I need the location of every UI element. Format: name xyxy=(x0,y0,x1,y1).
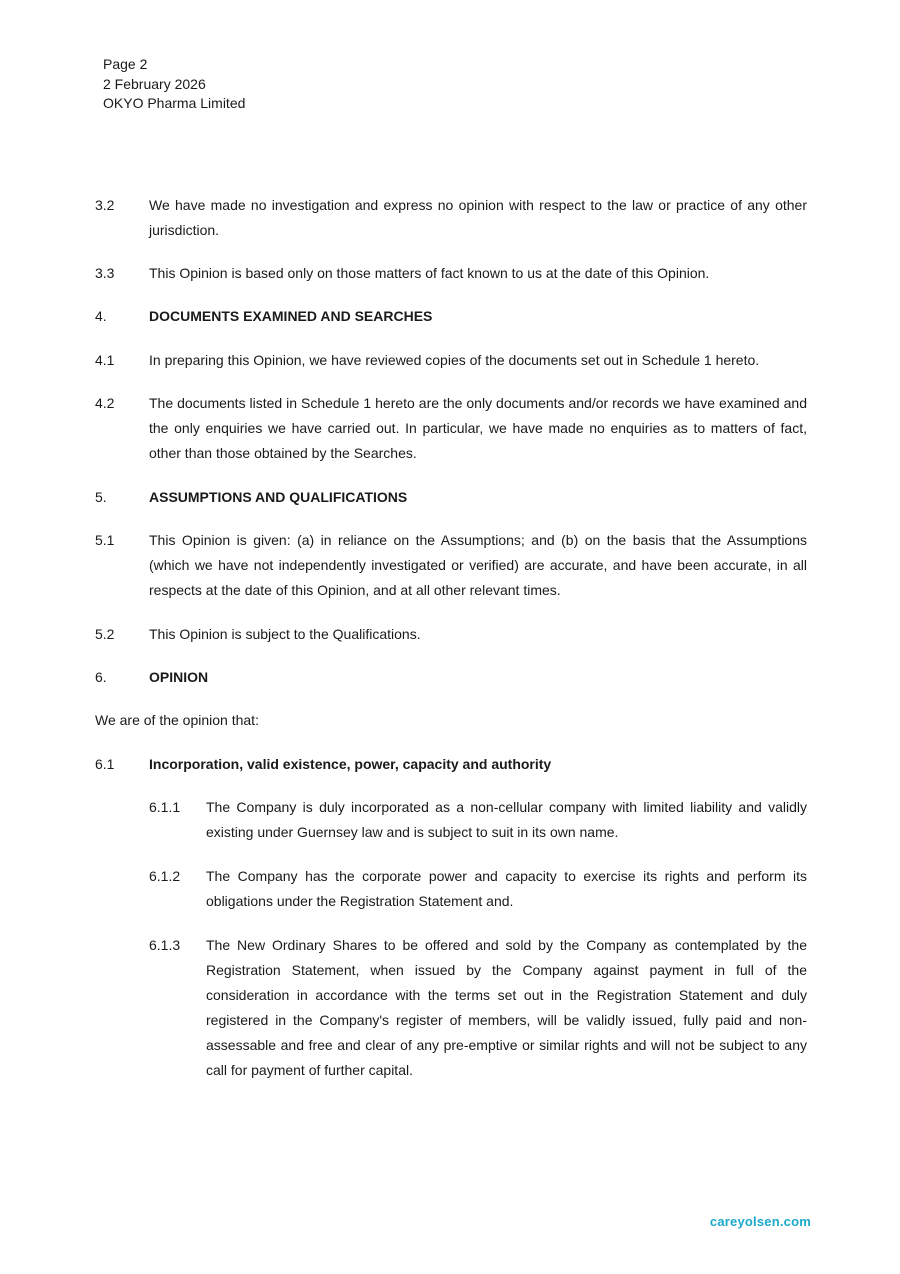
subsection-title: Incorporation, valid existence, power, capacity and authority xyxy=(149,756,552,772)
paragraph-number: 4.1 xyxy=(95,352,115,368)
paragraph-4-2 xyxy=(95,391,807,466)
paragraph-text: In preparing this Opinion, we have reviewed copies of the documents set out in Schedule 1 hereto. xyxy=(149,352,760,368)
section-number: 6. xyxy=(95,669,107,685)
section-title: ASSUMPTIONS AND QUALIFICATIONS xyxy=(149,489,408,505)
paragraph-text: The New Ordinary Shares to be offered and sold by the Company as contemplated by the Registration Statement, when issued by the Company against payment in full of the consideration in accordance with the terms set out in the Registration Statement and duly registered in the Company's register of members, will be validly issued, fully paid and non-assessable and free and clear of any pre-emptive or similar rights and will not be subject to any call for payment of further capital. xyxy=(206,937,807,1078)
paragraph-text: The documents listed in Schedule 1 hereto are the only documents and/or records we have examined and the only enquiries we have carried out. In particular, we have made no enquiries as to matters of fact, other than those obtained by the Searches. xyxy=(149,395,807,461)
paragraph-number: 6.1.2 xyxy=(149,868,181,884)
subheading-6-1 xyxy=(95,752,807,777)
paragraph-4-1 xyxy=(95,348,807,373)
opinion-intro: We are of the opinion that: xyxy=(95,712,259,728)
paragraph-text: We have made no investigation and express no opinion with respect to the law or practice of any other jurisdiction. xyxy=(149,197,807,238)
paragraph-number: 6.1.1 xyxy=(149,799,181,815)
section-title: DOCUMENTS EXAMINED AND SEARCHES xyxy=(149,308,433,324)
paragraph-text: This Opinion is given: (a) in reliance on the Assumptions; and (b) on the basis that the Assumptions (which we have not independently investigated or verified) are accurate, and have been accurate, in all respects at the date of this Opinion, and at all other relevant times. xyxy=(149,532,807,598)
section-number: 4. xyxy=(95,308,107,324)
paragraph-6-1-3 xyxy=(149,933,807,1083)
paragraph-3-2 xyxy=(95,193,807,243)
section-heading-6 xyxy=(95,665,807,690)
subsection-number: 6.1 xyxy=(95,756,115,772)
paragraph-number: 5.1 xyxy=(95,532,115,548)
page-number: Page 2 xyxy=(103,56,148,72)
page-header xyxy=(103,55,245,114)
paragraph-3-3 xyxy=(95,261,807,286)
paragraph-6-1-1 xyxy=(149,795,807,845)
addressee-company: OKYO Pharma Limited xyxy=(103,95,246,111)
paragraph-5-2 xyxy=(95,622,807,647)
document-date: 2 February 2026 xyxy=(103,75,206,92)
paragraph-number: 6.1.3 xyxy=(149,937,181,953)
paragraph-text: The Company is duly incorporated as a non-cellular company with limited liability and validly existing under Guernsey law and is subject to suit in its own name. xyxy=(206,799,807,840)
section-number: 5. xyxy=(95,489,107,505)
paragraph-number: 3.3 xyxy=(95,265,115,281)
paragraph-number: 4.2 xyxy=(95,395,115,411)
paragraph-number: 3.2 xyxy=(95,197,115,213)
paragraph-text: This Opinion is subject to the Qualifications. xyxy=(149,626,421,642)
footer-brand-link[interactable]: careyolsen.com xyxy=(709,1214,811,1229)
section-heading-4 xyxy=(95,304,807,329)
paragraph-text: The Company has the corporate power and capacity to exercise its rights and perform its obligations under the Registration Statement and. xyxy=(206,868,807,909)
paragraph-text: This Opinion is based only on those matters of fact known to us at the date of this Opinion. xyxy=(149,265,710,281)
paragraph-5-1 xyxy=(95,528,807,603)
section-heading-5 xyxy=(95,485,807,510)
section-title: OPINION xyxy=(149,669,209,685)
paragraph-number: 5.2 xyxy=(95,626,115,642)
paragraph-6-1-2 xyxy=(149,864,807,914)
